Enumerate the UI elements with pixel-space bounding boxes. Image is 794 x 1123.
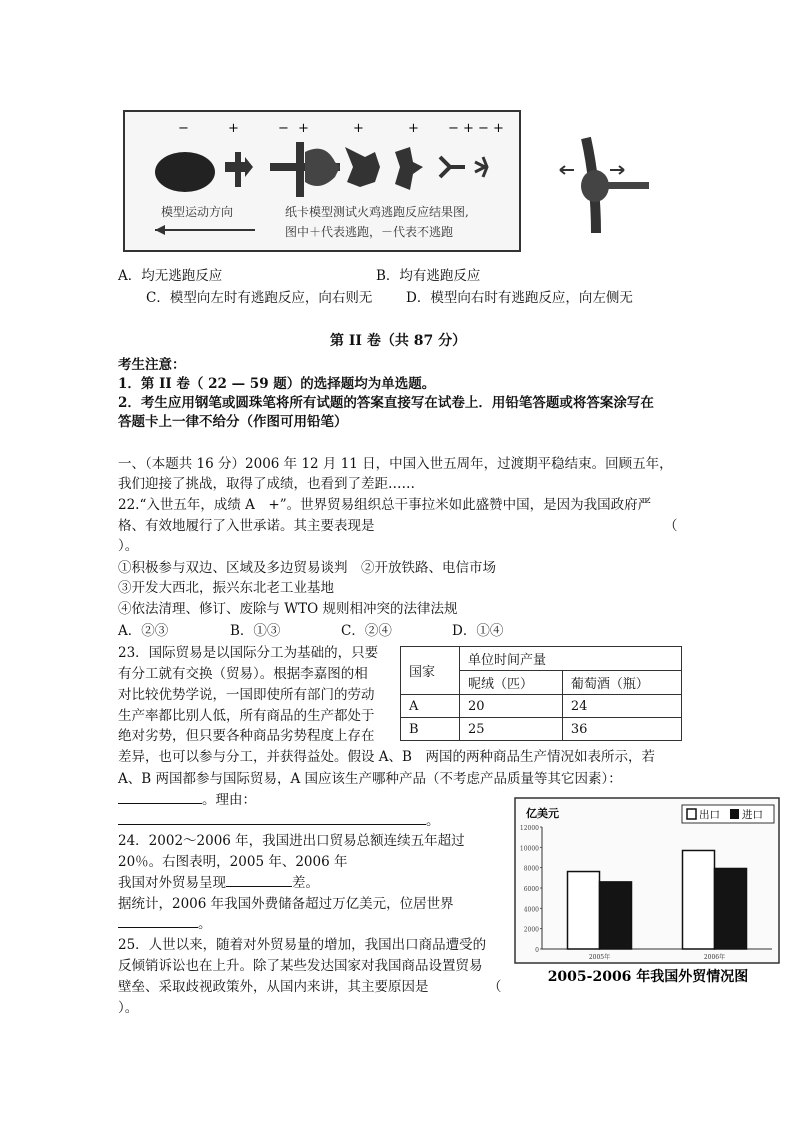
left-arrow-icon — [560, 166, 574, 174]
table-cell-v2: 24 — [562, 695, 681, 718]
table-row — [401, 718, 682, 741]
q22-item-1-2: ①积极参与双边、区域及多边贸易谈判 ②开放铁路、电信市场 — [118, 560, 496, 576]
notice-2a: 2．考生应用钢笔或圆珠笔将所有试题的答案直接写在试卷上．用铅笔答题或将答案涂写在 — [118, 395, 654, 411]
y-tick-label: 8000 — [523, 865, 539, 873]
q22-option-d: D．①④ — [452, 623, 504, 639]
sign-1: − — [178, 121, 189, 136]
table-cell-v1: 25 — [460, 718, 563, 741]
legend-export-swatch — [687, 809, 696, 819]
trade-chart — [514, 797, 782, 987]
q24-rank-blank[interactable] — [118, 913, 198, 928]
y-tick-label: 6000 — [523, 886, 539, 893]
direction-caption: 模型运动方向 — [161, 205, 234, 219]
table-cell-country: B — [401, 718, 460, 741]
sign-2: + — [228, 121, 239, 136]
bar-export — [568, 872, 600, 949]
q23-line5: 绝对劣势，但只要各种商品劣势程度上存在 — [118, 728, 375, 744]
y-tick-label: 0 — [535, 947, 539, 954]
bar-export — [683, 850, 715, 949]
right-arrow-icon — [610, 166, 624, 174]
q21-option-d: D．模型向右时有逃跑反应，向左侧无 — [406, 290, 633, 306]
q24-line4: 据统计，2006 年我国外费储备超过万亿美元，位居世界 — [118, 896, 454, 912]
q22-line2: 格、有效地履行了入世承诺。其主要表现是 — [118, 518, 375, 534]
sign-4: + — [298, 121, 309, 136]
legend-export-label: 出口 — [699, 809, 720, 821]
sign-9: − — [478, 121, 489, 136]
chart-ylabel: 亿美元 — [526, 807, 559, 820]
sign-6: + — [408, 121, 419, 136]
q23-line4: 生产率都比别人低，所有商品的生产都处于 — [118, 708, 375, 724]
sign-8: + — [463, 121, 474, 136]
q21-option-c: C．模型向左时有逃跑反应，向右则无 — [146, 290, 373, 306]
q25-paren-close: ）。 — [118, 1000, 139, 1016]
y-tick-label: 10000 — [519, 845, 539, 853]
part1-line2: 我们迎接了挑战，取得了成绩，也看到了差距…… — [118, 476, 415, 492]
q23-line2: 有分工就有交换（贸易）。根据李嘉图的相 — [118, 666, 368, 682]
x-tick-label: 2006年 — [703, 954, 726, 961]
q22-paren-close: ）。 — [118, 538, 139, 554]
q25-paren-open: （ — [488, 979, 502, 995]
x-tick-label: 2005年 — [588, 954, 611, 961]
q24-line1: 24．2002～2006 年，我国进出口贸易总额连续五年超过 — [118, 833, 465, 849]
q23-reason-line: 。 — [118, 809, 440, 829]
result-caption-1: 纸卡模型测试火鸡逃跑反应结果图, — [285, 205, 469, 219]
q22-option-a: A．②③ — [118, 623, 169, 639]
table-row — [401, 695, 682, 718]
q22-line1: 22.“入世五年，成绩 A +”。世界贸易组织总干事拉米如此盛赞中国，是因为我国政府严 — [118, 497, 652, 513]
sign-3: − — [278, 121, 289, 136]
table-header-col2: 葡萄酒（瓶） — [562, 671, 681, 695]
q23-product-blank[interactable] — [118, 789, 202, 804]
table-header-country: 国家 — [401, 647, 460, 695]
q24-line3: 我国对外贸易呈现 差。 — [118, 871, 319, 891]
q25-line2: 反倾销诉讼也在上升。除了某些发达国家对我国商品设置贸易 — [118, 958, 483, 974]
notice-2b: 答题卡上一律不给分（作图可用铅笔） — [118, 414, 348, 430]
bar-import — [715, 868, 747, 949]
table-header-col1: 呢绒（匹） — [460, 671, 563, 695]
q23-line7: A、B 两国都参与国际贸易，A 国应该生产哪种产品（不考虑产品质量等其它因素）： — [118, 771, 622, 787]
q24-trade-blank[interactable] — [226, 872, 292, 887]
q22-item-3: ③开发大西北，振兴东北老工业基地 — [118, 580, 334, 596]
q25-line1: 25．人世以来，随着对外贸易量的增加，我国出口商品遭受的 — [118, 937, 487, 953]
q23-reason-blank[interactable] — [118, 810, 426, 825]
result-caption-2: 图中＋代表逃跑，－代表不逃跑 — [285, 225, 454, 239]
notice-title: 考生注意： — [118, 357, 186, 373]
y-tick-label: 2000 — [523, 926, 539, 934]
q23-answer-line: 。理由： — [118, 788, 256, 808]
sign-10: + — [493, 121, 504, 136]
q24-line2: 20％。右图表明，2005 年、2006 年 — [118, 854, 348, 870]
chart-title: 2005-2006 年我国外贸情况图 — [547, 969, 749, 985]
legend-import-swatch — [730, 809, 739, 819]
sign-5: + — [353, 121, 364, 136]
q23-line6: 差异，也可以参与分工，并获得益处。假设 A、B 两国的两种商品生产情况如表所示，若 — [118, 749, 655, 765]
table-cell-country: A — [401, 695, 460, 718]
q24-line5: 。 — [118, 912, 212, 932]
q25-line3: 壁垒、采取歧视政策外，从国内来讲，其主要原因是 — [118, 979, 429, 995]
turkey-test-figure — [123, 110, 521, 252]
legend-import-label: 进口 — [742, 809, 763, 821]
table-cell-v2: 36 — [562, 718, 681, 741]
bar-import — [600, 882, 632, 949]
q21-option-b: B．均有逃跑反应 — [376, 268, 481, 284]
q22-option-c: C．②④ — [341, 623, 392, 639]
part1-line1: 一、（本题共 16 分）2006 年 12 月 11 日，中国入世五周年，过渡期平稳结束。回顾五年， — [118, 456, 673, 472]
q22-option-b: B．①③ — [230, 623, 281, 639]
production-table — [400, 646, 682, 741]
y-tick-label: 4000 — [523, 906, 539, 914]
table-header-group: 单位时间产量 — [460, 647, 682, 671]
table-cell-v1: 20 — [460, 695, 563, 718]
notice-1: 1．第 II 卷（ 22 — 59 题）的选择题均为单选题。 — [118, 376, 436, 392]
q22-item-4: ④依法清理、修订、废除与 WTO 规则相冲突的法律法规 — [118, 601, 458, 617]
q21-option-a: A．均无逃跑反应 — [118, 268, 223, 284]
q22-paren-open: （ — [664, 518, 678, 534]
section-title: 第 II 卷（共 87 分） — [330, 333, 467, 349]
sign-7: − — [448, 121, 459, 136]
q23-line1: 23．国际贸易是以国际分工为基础的，只要 — [118, 645, 379, 661]
turkey-test-illustration — [125, 112, 519, 250]
y-tick-label: 12000 — [519, 825, 539, 832]
model-shape-figure — [556, 128, 656, 243]
q23-line3: 对比较优势学说，一国即使所有部门的劳动 — [118, 687, 375, 703]
